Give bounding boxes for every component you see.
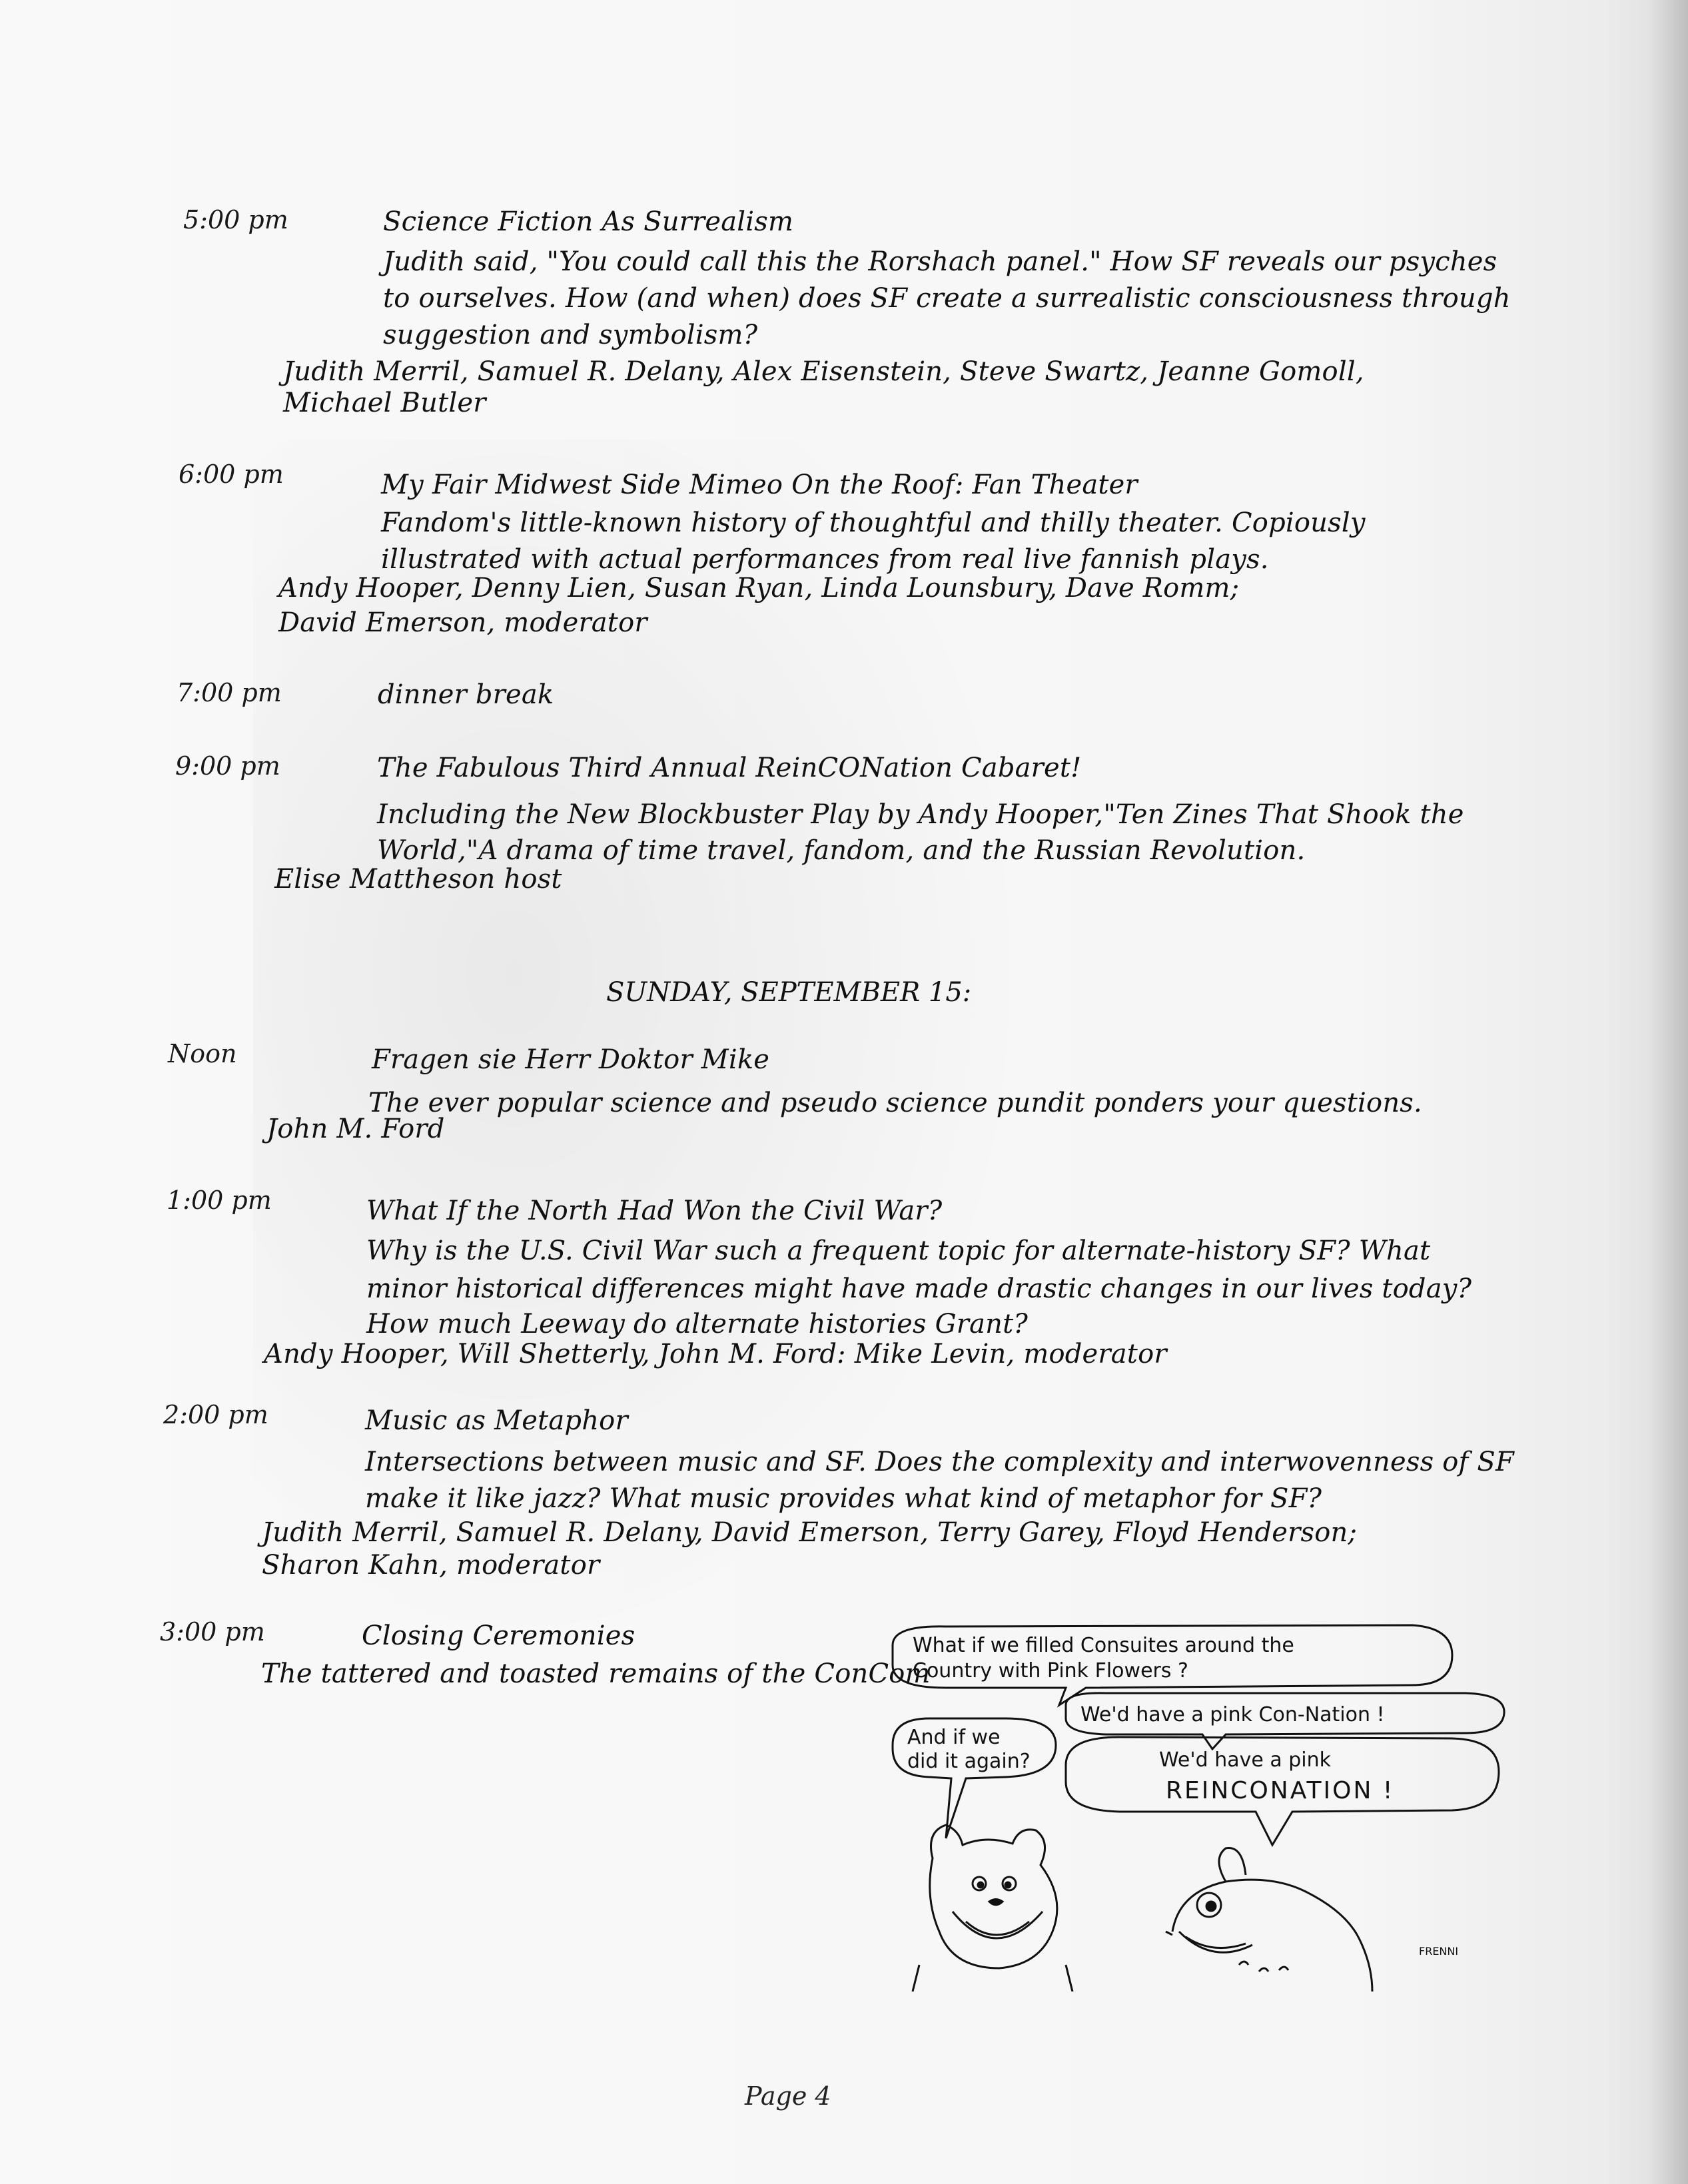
event-description: The ever popular science and pseudo science pundit ponders your questions. bbox=[368, 1088, 1422, 1118]
time-label: 2:00 pm bbox=[163, 1400, 268, 1429]
event-description: How much Leeway do alternate histories Grant? bbox=[366, 1309, 1029, 1339]
event-title: Fragen sie Herr Doktor Mike bbox=[372, 1044, 770, 1075]
event-panelists: Andy Hooper, Will Shetterly, John M. Ford: Mike Levin, moderator bbox=[264, 1339, 1167, 1369]
artist-signature: FRENNI bbox=[1419, 1945, 1459, 1958]
event-description: Why is the U.S. Civil War such a frequent topic for alternate-history SF? What bbox=[366, 1236, 1431, 1266]
cartoon-illustration bbox=[866, 1619, 1505, 1992]
event-panelists: Judith Merril, Samuel R. Delany, David Emerson, Terry Garey, Floyd Henderson; bbox=[262, 1517, 1358, 1548]
event-title: What If the North Had Won the Civil War? bbox=[366, 1196, 943, 1226]
event-panelists: Michael Butler bbox=[283, 388, 486, 418]
event-panelists: John M. Ford bbox=[266, 1114, 445, 1144]
event-description: minor historical differences might have made drastic changes in our lives today? bbox=[366, 1274, 1472, 1304]
time-label: 1:00 pm bbox=[167, 1186, 272, 1215]
event-description: suggestion and symbolism? bbox=[383, 320, 758, 350]
event-description: Judith said, "You could call this the Rorshach panel." How SF reveals our psyches bbox=[383, 246, 1497, 277]
time-label: 6:00 pm bbox=[179, 460, 284, 489]
time-label: 9:00 pm bbox=[175, 751, 280, 781]
opossum-character bbox=[1166, 1848, 1372, 1992]
event-description: make it like jazz? What music provides what kind of metaphor for SF? bbox=[365, 1483, 1322, 1514]
event-panelists: Sharon Kahn, moderator bbox=[262, 1550, 600, 1581]
event-description: Including the New Blockbuster Play by Andy Hooper,"Ten Zines That Shook the bbox=[377, 799, 1464, 830]
event-title: Music as Metaphor bbox=[365, 1405, 628, 1436]
event-description: Fandom's little-known history of thoughtful and thilly theater. Copiously bbox=[381, 508, 1366, 538]
event-panelists: Elise Mattheson host bbox=[274, 864, 562, 895]
event-panelists: The tattered and toasted remains of the ConCom bbox=[261, 1658, 931, 1689]
bear-character bbox=[913, 1825, 1072, 1992]
event-description: World,"A drama of time travel, fandom, and the Russian Revolution. bbox=[377, 835, 1306, 866]
time-label: 7:00 pm bbox=[177, 678, 282, 707]
event-title: dinner break bbox=[378, 679, 554, 710]
day-heading: SUNDAY, SEPTEMBER 15: bbox=[606, 977, 972, 1008]
event-title: Closing Ceremonies bbox=[362, 1621, 635, 1651]
bubble1-line2: Country with Pink Flowers ? bbox=[913, 1659, 1188, 1682]
bubble4-line1: We'd have a pink bbox=[1159, 1748, 1332, 1772]
event-panelists: David Emerson, moderator bbox=[278, 607, 647, 638]
time-label: 5:00 pm bbox=[183, 205, 288, 234]
bubble2-text: We'd have a pink Con-Nation ! bbox=[1080, 1703, 1385, 1726]
event-panelists: Judith Merril, Samuel R. Delany, Alex Eisenstein, Steve Swartz, Jeanne Gomoll, bbox=[283, 356, 1364, 387]
event-description: to ourselves. How (and when) does SF create a surrealistic consciousness through bbox=[383, 283, 1511, 314]
page-edge-shadow bbox=[1648, 0, 1688, 2184]
page-number: Page 4 bbox=[745, 2081, 831, 2111]
bubble3-line1: And if we bbox=[907, 1726, 1001, 1749]
bubble4-line2: REINCONATION ! bbox=[1166, 1777, 1395, 1804]
event-title: The Fabulous Third Annual ReinCONation Cabaret! bbox=[377, 753, 1082, 783]
time-label: 3:00 pm bbox=[160, 1617, 265, 1646]
event-description: illustrated with actual performances from real live fannish plays. bbox=[381, 544, 1269, 575]
bubble1-line1: What if we filled Consuites around the bbox=[913, 1634, 1294, 1657]
event-description: Intersections between music and SF. Does the complexity and interwovenness of SF bbox=[365, 1447, 1514, 1477]
bubble3-line2: did it again? bbox=[907, 1750, 1031, 1773]
event-title: My Fair Midwest Side Mimeo On the Roof: Fan Theater bbox=[381, 470, 1138, 500]
event-panelists: Andy Hooper, Denny Lien, Susan Ryan, Linda Lounsbury, Dave Romm; bbox=[278, 573, 1240, 603]
event-title: Science Fiction As Surrealism bbox=[383, 206, 794, 237]
time-label: Noon bbox=[168, 1039, 237, 1068]
